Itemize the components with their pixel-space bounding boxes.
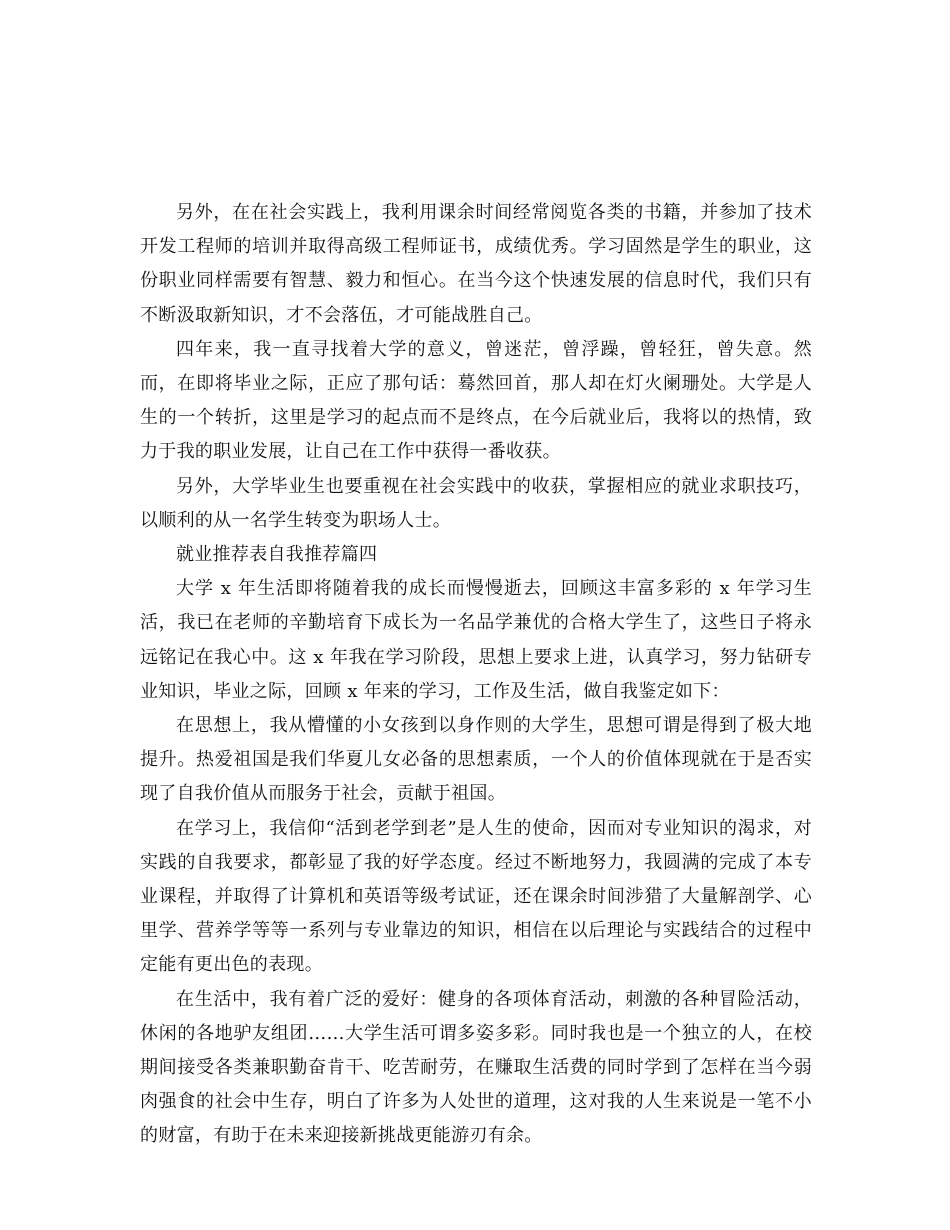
section-heading: 就业推荐表自我推荐篇四	[176, 544, 378, 566]
paragraph-study: 在学习上，我信仰“活到老学到老”是人生的使命，因而对专业知识的渴求，对实践的自我要求，都彰显了我的好学态度。经过不断地努力，我圆满的完成了本专业课程，并取得了计算机和英语等级考试证，还在课余时间涉猎了大量解剖学、心里学、营养学等等一系列与专业靠边的知识，相信在以后理论与实践结合的过程中定能有更出色的表现。	[140, 817, 812, 976]
paragraph-thought: 在思想上，我从懵懂的小女孩到以身作则的大学生，思想可谓是得到了极大地提升。热爱祖国是我们华夏儿女必备的思想素质，一个人的价值体现就在于是否实现了自我价值从而服务于社会，贡献于祖国。	[140, 715, 812, 805]
paragraph-life: 在生活中，我有着广泛的爱好：健身的各项体育活动，刺激的各种冒险活动，休闲的各地驴友组团……大学生活可谓多姿多彩。同时我也是一个独立的人，在校期间接受各类兼职勤奋肯干、吃苦耐劳，在赚取生活费的同时学到了怎样在当今弱肉强食的社会中生存，明白了许多为人处世的道理，这对我的人生来说是一笔不小的财富，有助于在未来迎接新挑战更能游刃有余。	[140, 988, 812, 1147]
paragraph-college-life: 大学 x 年生活即将随着我的成长而慢慢逝去，回顾这丰富多彩的 x 年学习生活，我已在老师的辛勤培育下成长为一名品学兼优的合格大学生了，这些日子将永远铭记在我心中。这 x 年我在学习阶段，思想上要求上进，认真学习，努力钻研专业知识，毕业之际，回顾 x 年来的学习，工作及生活，做自我鉴定如下：	[140, 578, 812, 702]
document-page	[140, 196, 812, 1154]
paragraph-graduates: 另外，大学毕业生也要重视在社会实践中的收获，掌握相应的就业求职技巧，以顺利的从一名学生转变为职场人士。	[140, 475, 812, 531]
paragraph-four-years: 四年来，我一直寻找着大学的意义，曾迷茫，曾浮躁，曾轻狂，曾失意。然而，在即将毕业之际，正应了那句话：蓦然回首，那人却在灯火阑珊处。大学是人生的一个转折，这里是学习的起点而不是终点，在今后就业后，我将以的热情，致力于我的职业发展，让自己在工作中获得一番收获。	[140, 338, 812, 463]
paragraph-practice: 另外，在在社会实践上，我利用课余时间经常阅览各类的书籍，并参加了技术开发工程师的培训并取得高级工程师证书，成绩优秀。学习固然是学生的职业，这份职业同样需要有智慧、毅力和恒心。在当今这个快速发展的信息时代，我们只有不断汲取新知识，才不会落伍，才可能战胜自己。	[140, 202, 812, 326]
